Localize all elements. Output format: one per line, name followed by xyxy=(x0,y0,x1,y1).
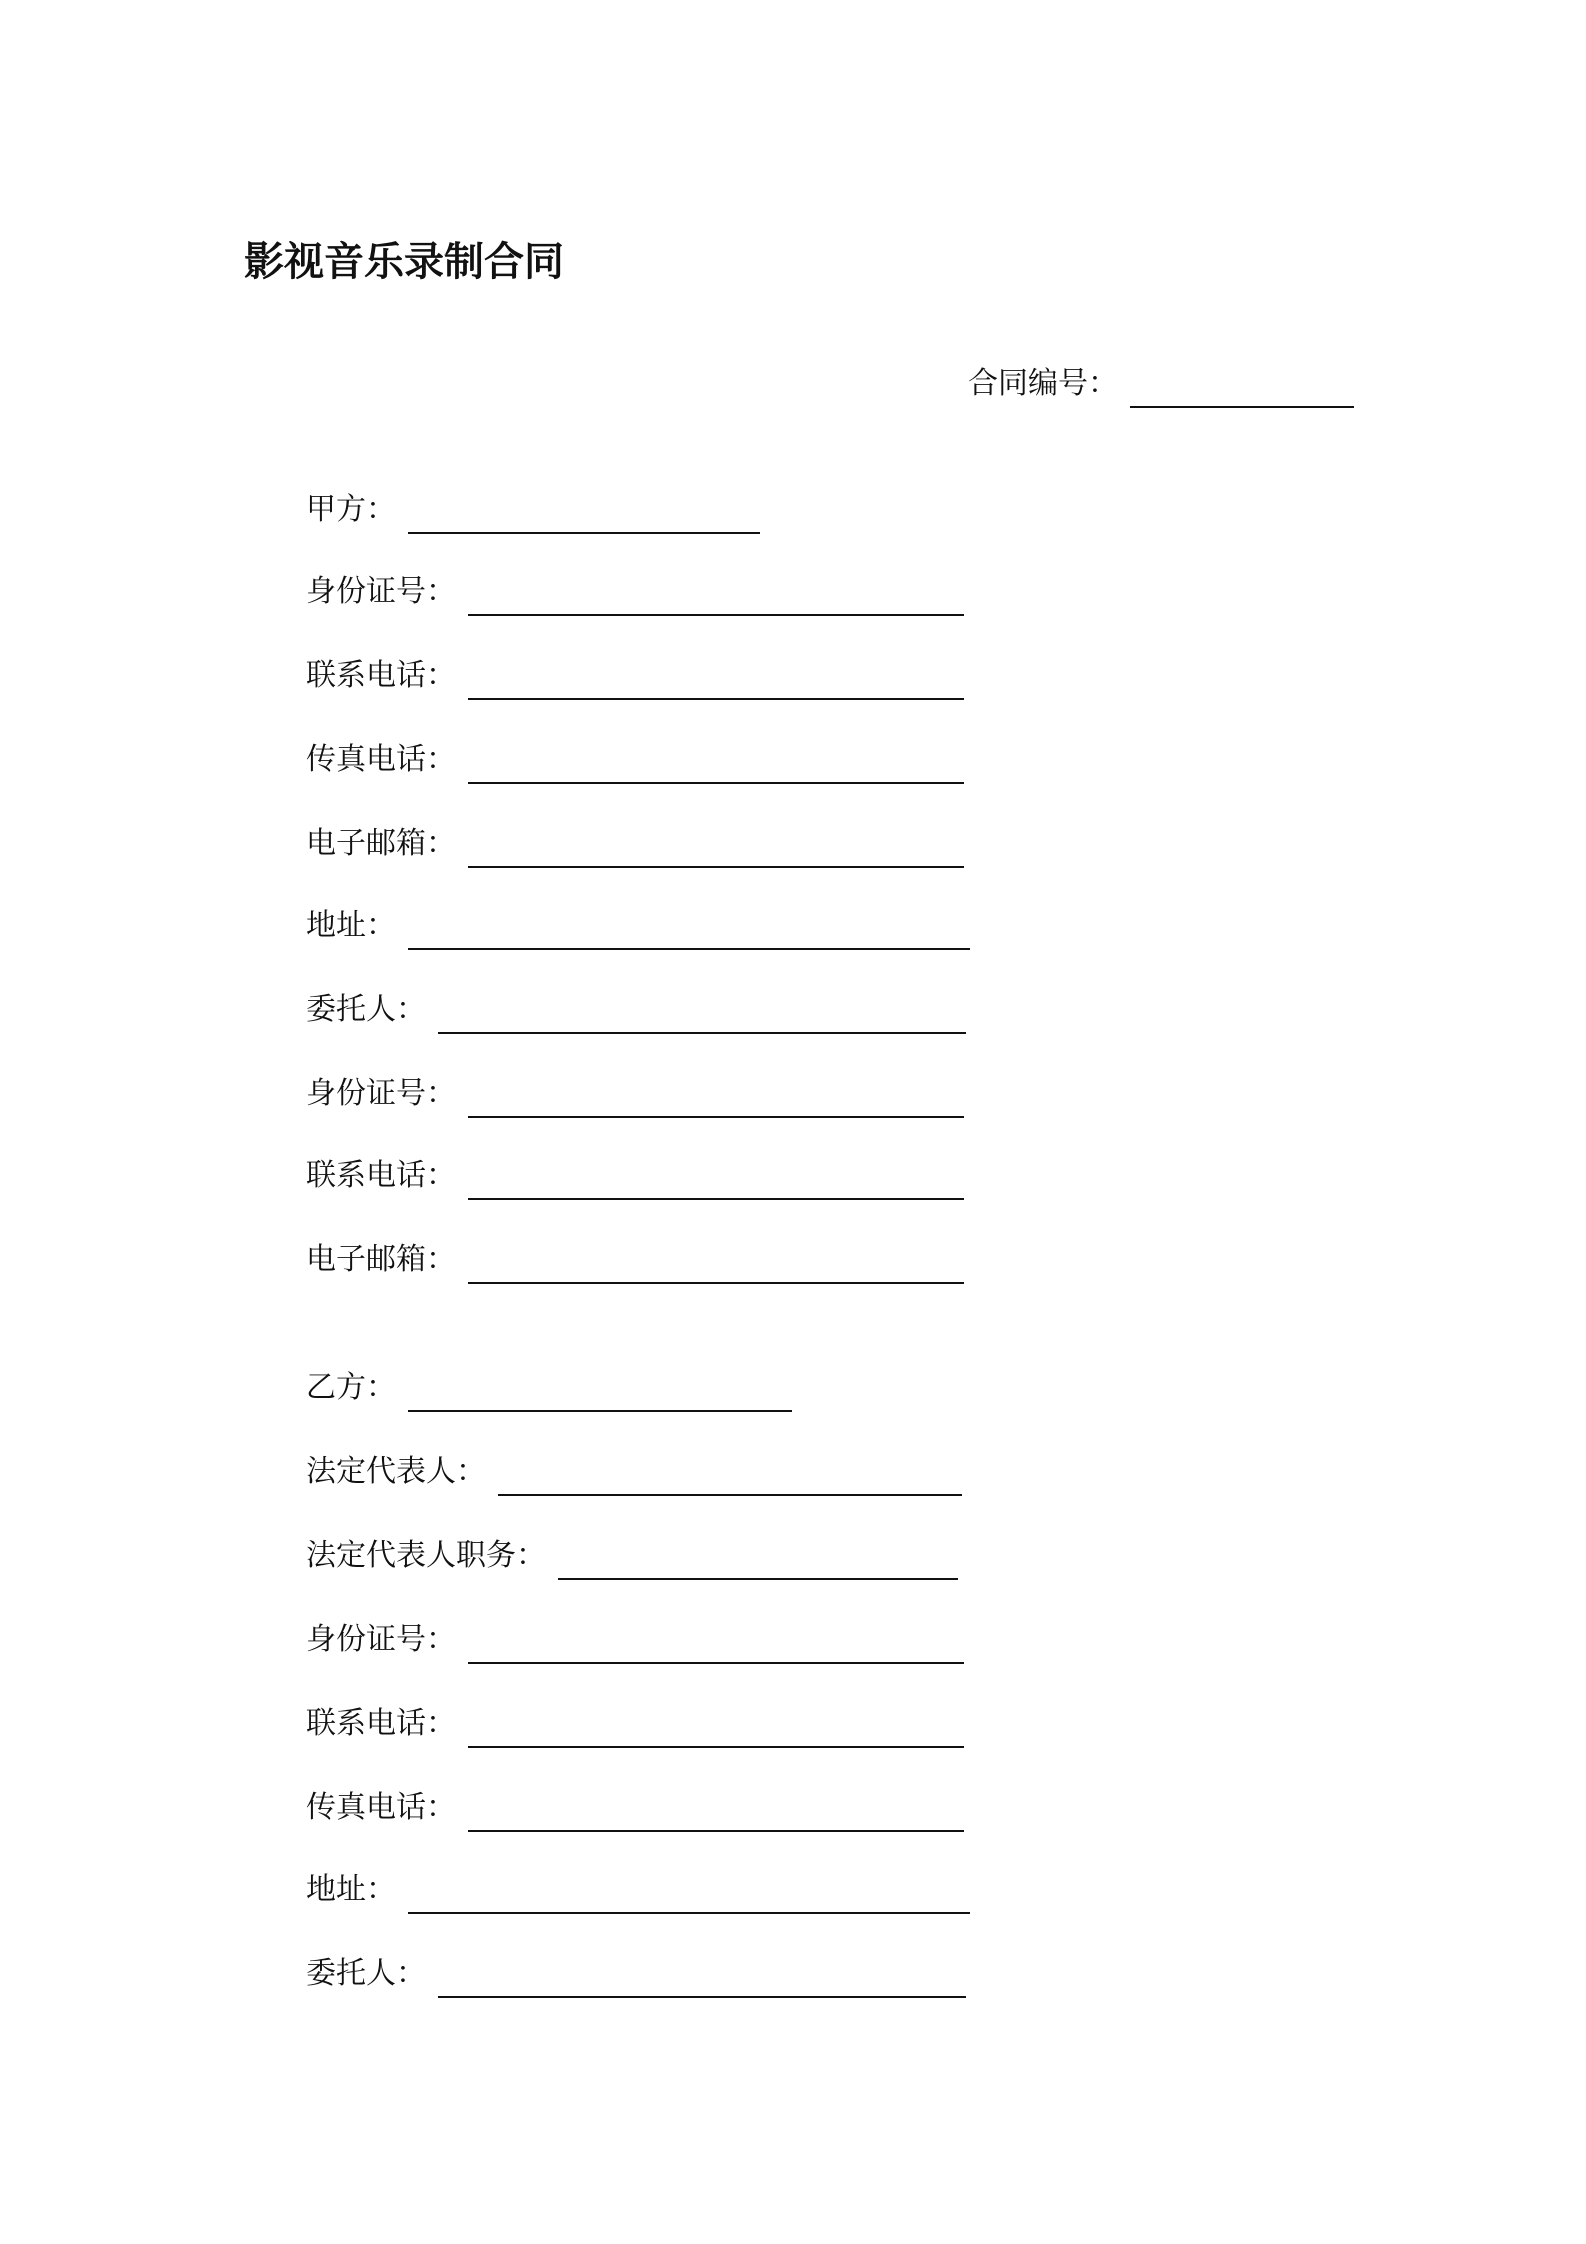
party-a-id-number-row xyxy=(306,566,964,616)
party-a-phone-blank[interactable] xyxy=(468,658,964,700)
party-a-blank[interactable] xyxy=(408,492,760,534)
party-a-row xyxy=(306,484,760,534)
field-label: 传真电话： xyxy=(306,742,456,777)
field-label: 传真电话： xyxy=(306,1790,456,1825)
party-a-id-number-blank[interactable] xyxy=(468,574,964,616)
field-label: 身份证号： xyxy=(306,1622,456,1657)
party-a-agent-row xyxy=(306,984,966,1034)
field-label: 法定代表人： xyxy=(306,1454,486,1489)
party-a-address-row xyxy=(306,900,970,950)
party-a-fax-row xyxy=(306,734,964,784)
field-label: 地址： xyxy=(306,908,396,943)
party-a-agent-phone-blank[interactable] xyxy=(468,1158,964,1200)
field-label: 身份证号： xyxy=(306,1076,456,1111)
party-b-row xyxy=(306,1362,792,1412)
party-a-agent-email-blank[interactable] xyxy=(468,1242,964,1284)
party-a-agent-email-row xyxy=(306,1234,964,1284)
party-a-email-row xyxy=(306,818,964,868)
party-b-blank[interactable] xyxy=(408,1370,792,1412)
party-a-agent-phone-row xyxy=(306,1150,964,1200)
field-label: 电子邮箱： xyxy=(306,826,456,861)
party-b-label: 乙方： xyxy=(306,1370,396,1405)
party-b-id-number-row xyxy=(306,1614,964,1664)
party-b-legal-rep-title-blank[interactable] xyxy=(558,1538,958,1580)
party-b-fax-row xyxy=(306,1782,964,1832)
field-label: 法定代表人职务： xyxy=(306,1538,546,1573)
contract-number-blank[interactable] xyxy=(1130,366,1354,408)
party-a-phone-row xyxy=(306,650,964,700)
party-b-legal-rep-blank[interactable] xyxy=(498,1454,962,1496)
party-b-id-number-blank[interactable] xyxy=(468,1622,964,1664)
party-b-fax-blank[interactable] xyxy=(468,1790,964,1832)
party-b-address-row xyxy=(306,1864,970,1914)
party-b-legal-rep-row xyxy=(306,1446,962,1496)
party-b-agent-blank[interactable] xyxy=(438,1956,966,1998)
field-label: 身份证号： xyxy=(306,574,456,609)
party-a-agent-id-number-blank[interactable] xyxy=(468,1076,964,1118)
document-title: 影视音乐录制合同 xyxy=(244,239,564,285)
party-a-fax-blank[interactable] xyxy=(468,742,964,784)
party-b-address-blank[interactable] xyxy=(408,1872,970,1914)
party-b-agent-row xyxy=(306,1948,966,1998)
field-label: 联系电话： xyxy=(306,1158,456,1193)
field-label: 委托人： xyxy=(306,992,426,1027)
field-label: 联系电话： xyxy=(306,658,456,693)
party-a-label: 甲方： xyxy=(306,492,396,527)
field-label: 地址： xyxy=(306,1872,396,1907)
field-label: 联系电话： xyxy=(306,1706,456,1741)
party-a-agent-id-number-row xyxy=(306,1068,964,1118)
party-b-legal-rep-title-row xyxy=(306,1530,958,1580)
contract-number-label: 合同编号： xyxy=(968,366,1118,401)
party-a-email-blank[interactable] xyxy=(468,826,964,868)
party-a-agent-blank[interactable] xyxy=(438,992,966,1034)
contract-number-row xyxy=(968,358,1354,408)
party-a-address-blank[interactable] xyxy=(408,908,970,950)
field-label: 电子邮箱： xyxy=(306,1242,456,1277)
field-label: 委托人： xyxy=(306,1956,426,1991)
party-b-phone-row xyxy=(306,1698,964,1748)
party-b-phone-blank[interactable] xyxy=(468,1706,964,1748)
